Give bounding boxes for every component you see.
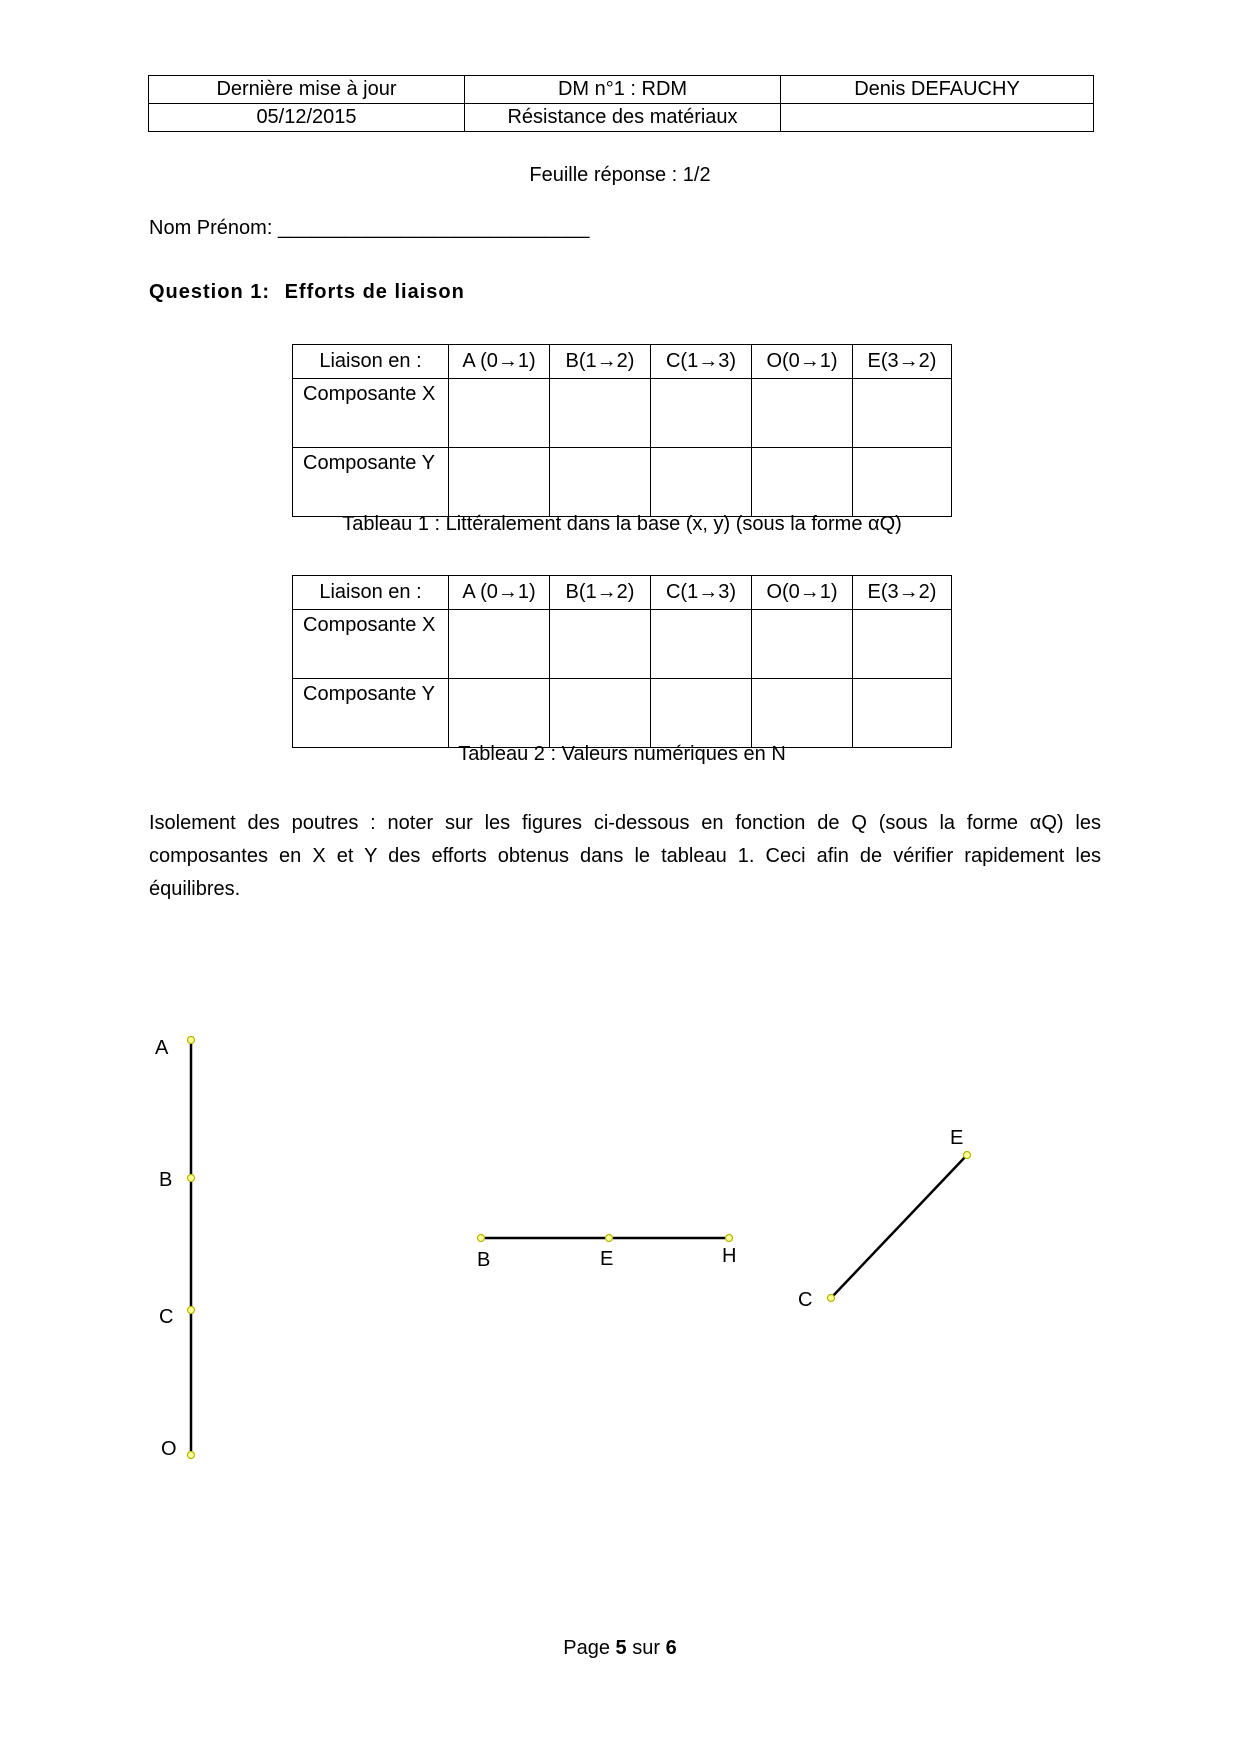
header-doc-title: DM n°1 : RDM	[465, 76, 781, 104]
answer-cell[interactable]	[853, 679, 952, 748]
footer-prefix: Page	[563, 1637, 610, 1659]
label-c-inclined: C	[798, 1289, 813, 1311]
footer-middle: sur	[632, 1637, 661, 1659]
answer-cell[interactable]	[651, 610, 752, 679]
label-e-inclined: E	[950, 1127, 964, 1149]
answer-cell[interactable]	[449, 679, 550, 748]
column-header: O(0→1)	[752, 345, 853, 379]
label-o: O	[161, 1438, 177, 1460]
column-header: B(1→2)	[550, 576, 651, 610]
header-last-update-label: Dernière mise à jour	[149, 76, 465, 104]
answer-cell[interactable]	[550, 679, 651, 748]
header-author: Denis DEFAUCHY	[781, 76, 1094, 104]
row-label: Composante Y	[293, 679, 449, 748]
question-number: Question 1:	[149, 281, 271, 303]
column-header: E(3→2)	[853, 345, 952, 379]
column-header: O(0→1)	[752, 576, 853, 610]
table-2	[292, 575, 952, 748]
name-field-blank: ____________________________	[277, 217, 590, 239]
point-h	[726, 1235, 733, 1242]
answer-cell[interactable]	[449, 448, 550, 517]
answer-cell[interactable]	[449, 379, 550, 448]
point-o	[188, 1452, 195, 1459]
inclined-beam	[831, 1155, 967, 1298]
answer-cell[interactable]	[752, 679, 853, 748]
label-a: A	[155, 1037, 169, 1059]
table-1	[292, 344, 952, 517]
header-table	[148, 75, 1094, 132]
point-b-horizontal	[478, 1235, 485, 1242]
header-date: 05/12/2015	[149, 104, 465, 132]
name-field	[149, 217, 589, 240]
answer-cell[interactable]	[752, 448, 853, 517]
name-field-label: Nom Prénom:	[149, 217, 273, 239]
label-c: C	[159, 1306, 174, 1328]
answer-cell[interactable]	[752, 610, 853, 679]
table-1-caption: Tableau 1 : Littéralement dans la base (x, y) (sous la forme αQ)	[342, 513, 902, 535]
answer-cell[interactable]	[651, 448, 752, 517]
row-label: Composante Y	[293, 448, 449, 517]
header-empty-cell	[781, 104, 1094, 132]
answer-cell[interactable]	[550, 448, 651, 517]
label-h: H	[722, 1245, 737, 1267]
answer-cell[interactable]	[449, 610, 550, 679]
column-header: Liaison en :	[293, 345, 449, 379]
row-label: Composante X	[293, 379, 449, 448]
label-e-horizontal: E	[600, 1248, 614, 1270]
column-header: A (0→1)	[449, 345, 550, 379]
label-b: B	[159, 1169, 173, 1191]
answer-cell[interactable]	[752, 379, 853, 448]
question-heading	[149, 281, 465, 304]
answer-cell[interactable]	[853, 379, 952, 448]
answer-cell[interactable]	[651, 379, 752, 448]
beam-figures	[0, 1010, 1240, 1530]
row-label: Composante X	[293, 610, 449, 679]
answer-cell[interactable]	[550, 379, 651, 448]
table-2-caption: Tableau 2 : Valeurs numériques en N	[458, 743, 786, 765]
sheet-label: Feuille réponse : 1/2	[529, 164, 711, 186]
instruction-paragraph: Isolement des poutres : noter sur les figures ci-dessous en fonction de Q (sous la forme αQ) les composantes en X et Y des efforts obtenus dans le tableau 1. Ceci afin de vérifier rapidement les équilibres.	[149, 812, 1101, 900]
point-c	[188, 1307, 195, 1314]
answer-cell[interactable]	[853, 448, 952, 517]
footer-page-total: 6	[665, 1637, 677, 1659]
column-header: Liaison en :	[293, 576, 449, 610]
answer-cell[interactable]	[853, 610, 952, 679]
point-e-inclined	[964, 1152, 971, 1159]
question-title: Efforts de liaison	[284, 281, 465, 303]
header-subject: Résistance des matériaux	[465, 104, 781, 132]
column-header: E(3→2)	[853, 576, 952, 610]
column-header: B(1→2)	[550, 345, 651, 379]
label-b-horizontal: B	[477, 1249, 491, 1271]
footer-page-number: 5	[615, 1637, 627, 1659]
column-header: C(1→3)	[651, 345, 752, 379]
point-c-inclined	[828, 1295, 835, 1302]
point-b	[188, 1175, 195, 1182]
answer-cell[interactable]	[550, 610, 651, 679]
point-a	[188, 1037, 195, 1044]
column-header: C(1→3)	[651, 576, 752, 610]
answer-cell[interactable]	[651, 679, 752, 748]
point-e-horizontal	[606, 1235, 613, 1242]
page-footer	[0, 1637, 1240, 1660]
column-header: A (0→1)	[449, 576, 550, 610]
